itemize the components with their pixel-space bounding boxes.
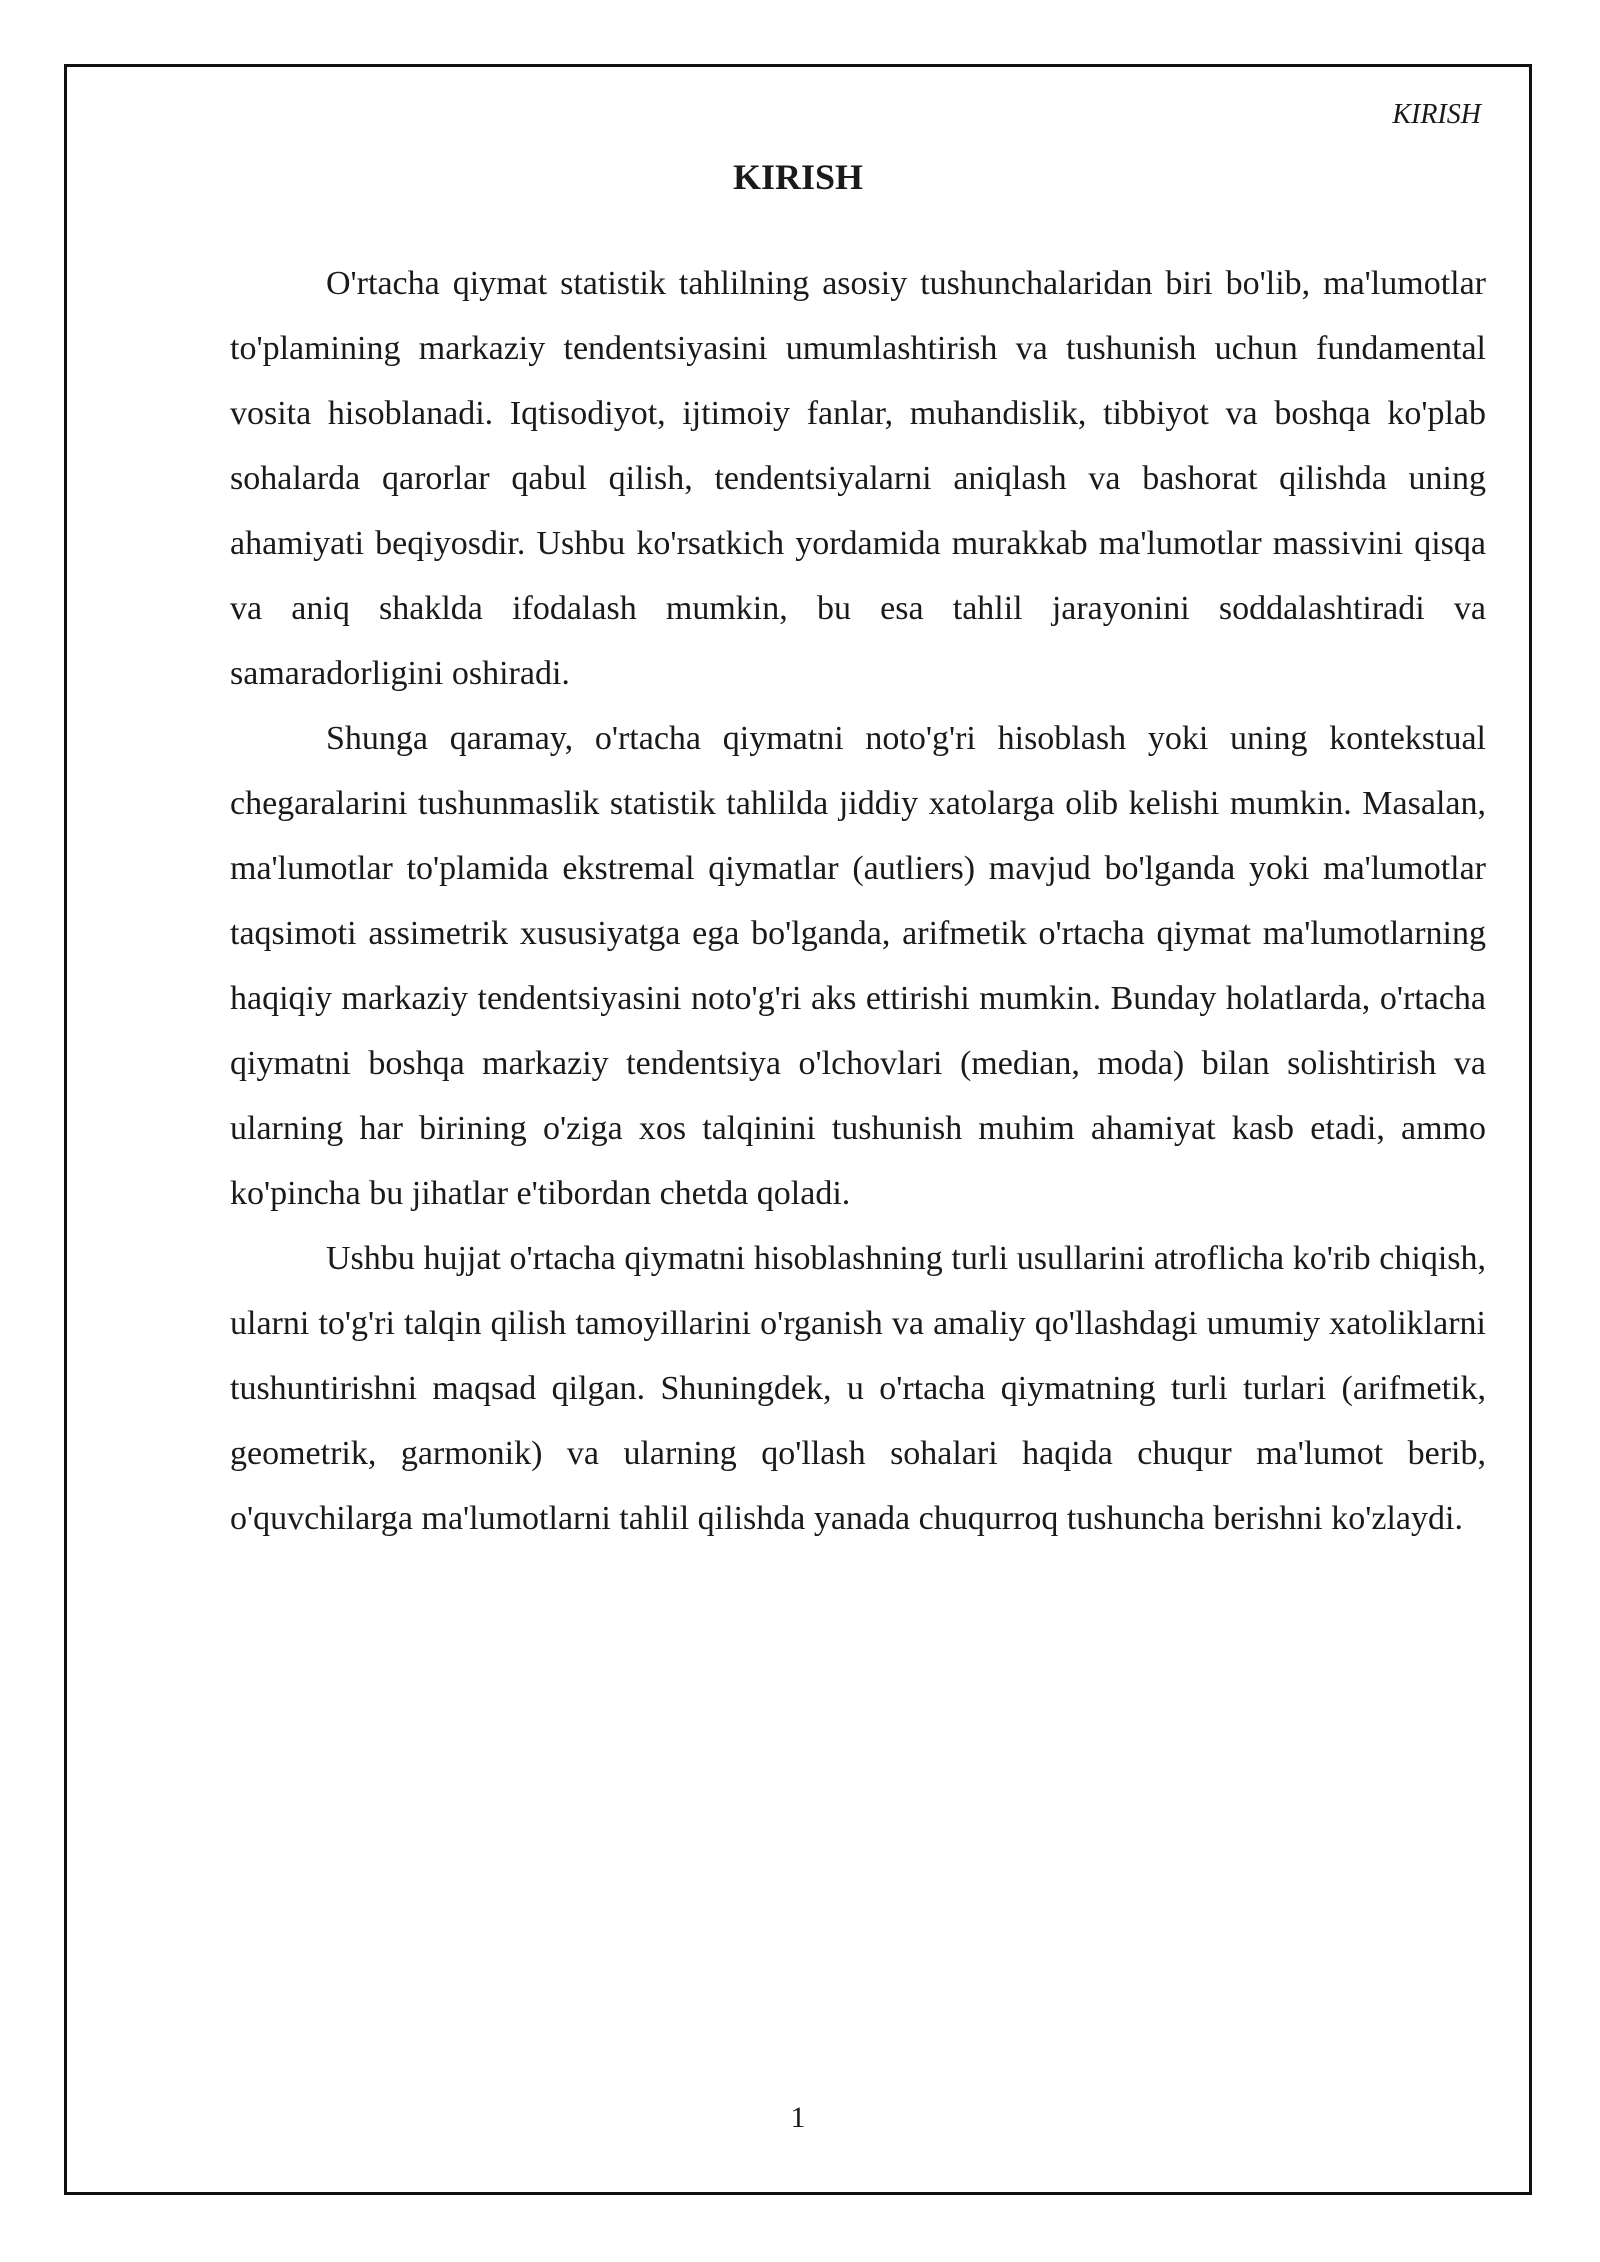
page-frame <box>64 64 1532 2195</box>
document-body <box>230 251 1486 1551</box>
page-number: 1 <box>790 2101 806 2134</box>
running-header: KIRISH <box>1392 99 1481 130</box>
paragraph: O'rtacha qiymat statistik tahlilning asosiy tushunchalaridan biri bo'lib, ma'lumotlar to'plamining markaziy tendentsiyasini umumlashtirish va tushunish uchun fundamental vosita hisoblanadi. Iqtisodiyot, ijtimoiy fanlar, muhandislik, tibbiyot va boshqa ko'plab sohalarda qarorlar qabul qilish, tendentsiyalarni aniqlash va bashorat qilishda uning ahamiyati beqiyosdir. Ushbu ko'rsatkich yordamida murakkab ma'lumotlar massivini qisqa va aniq shaklda ifodalash mumkin, bu esa tahlil jarayonini soddalashtiradi va samaradorligini oshiradi. <box>230 265 1486 692</box>
paragraph: Shunga qaramay, o'rtacha qiymatni noto'g'ri hisoblash yoki uning kontekstual chegaralarini tushunmaslik statistik tahlilda jiddiy xatolarga olib kelishi mumkin. Masalan, ma'lumotlar to'plamida ekstremal qiymatlar (autliers) mavjud bo'lganda yoki ma'lumotlar taqsimoti assimetrik xususiyatga ega bo'lganda, arifmetik o'rtacha qiymat ma'lumotlarning haqiqiy markaziy tendentsiyasini noto'g'ri aks ettirishi mumkin. Bunday holatlarda, o'rtacha qiymatni boshqa markaziy tendentsiya o'lchovlari (median, moda) bilan solishtirish va ularning har birining o'ziga xos talqinini tushunish muhim ahamiyat kasb etadi, ammo ko'pincha bu jihatlar e'tibordan chetda qoladi. <box>230 720 1486 1212</box>
document-title: KIRISH <box>732 157 864 197</box>
paragraph: Ushbu hujjat o'rtacha qiymatni hisoblashning turli usullarini atroflicha ko'rib chiqish, ularni to'g'ri talqin qilish tamoyillarini o'rganish va amaliy qo'llashdagi umumiy xatoliklarni tushuntirishni maqsad qilgan. Shuningdek, u o'rtacha qiymatning turli turlari (arifmetik, geometrik, garmonik) va ularning qo'llash sohalari haqida chuqur ma'lumot berib, o'quvchilarga ma'lumotlarni tahlil qilishda yanada chuqurroq tushuncha berishni ko'zlaydi. <box>230 1240 1486 1537</box>
